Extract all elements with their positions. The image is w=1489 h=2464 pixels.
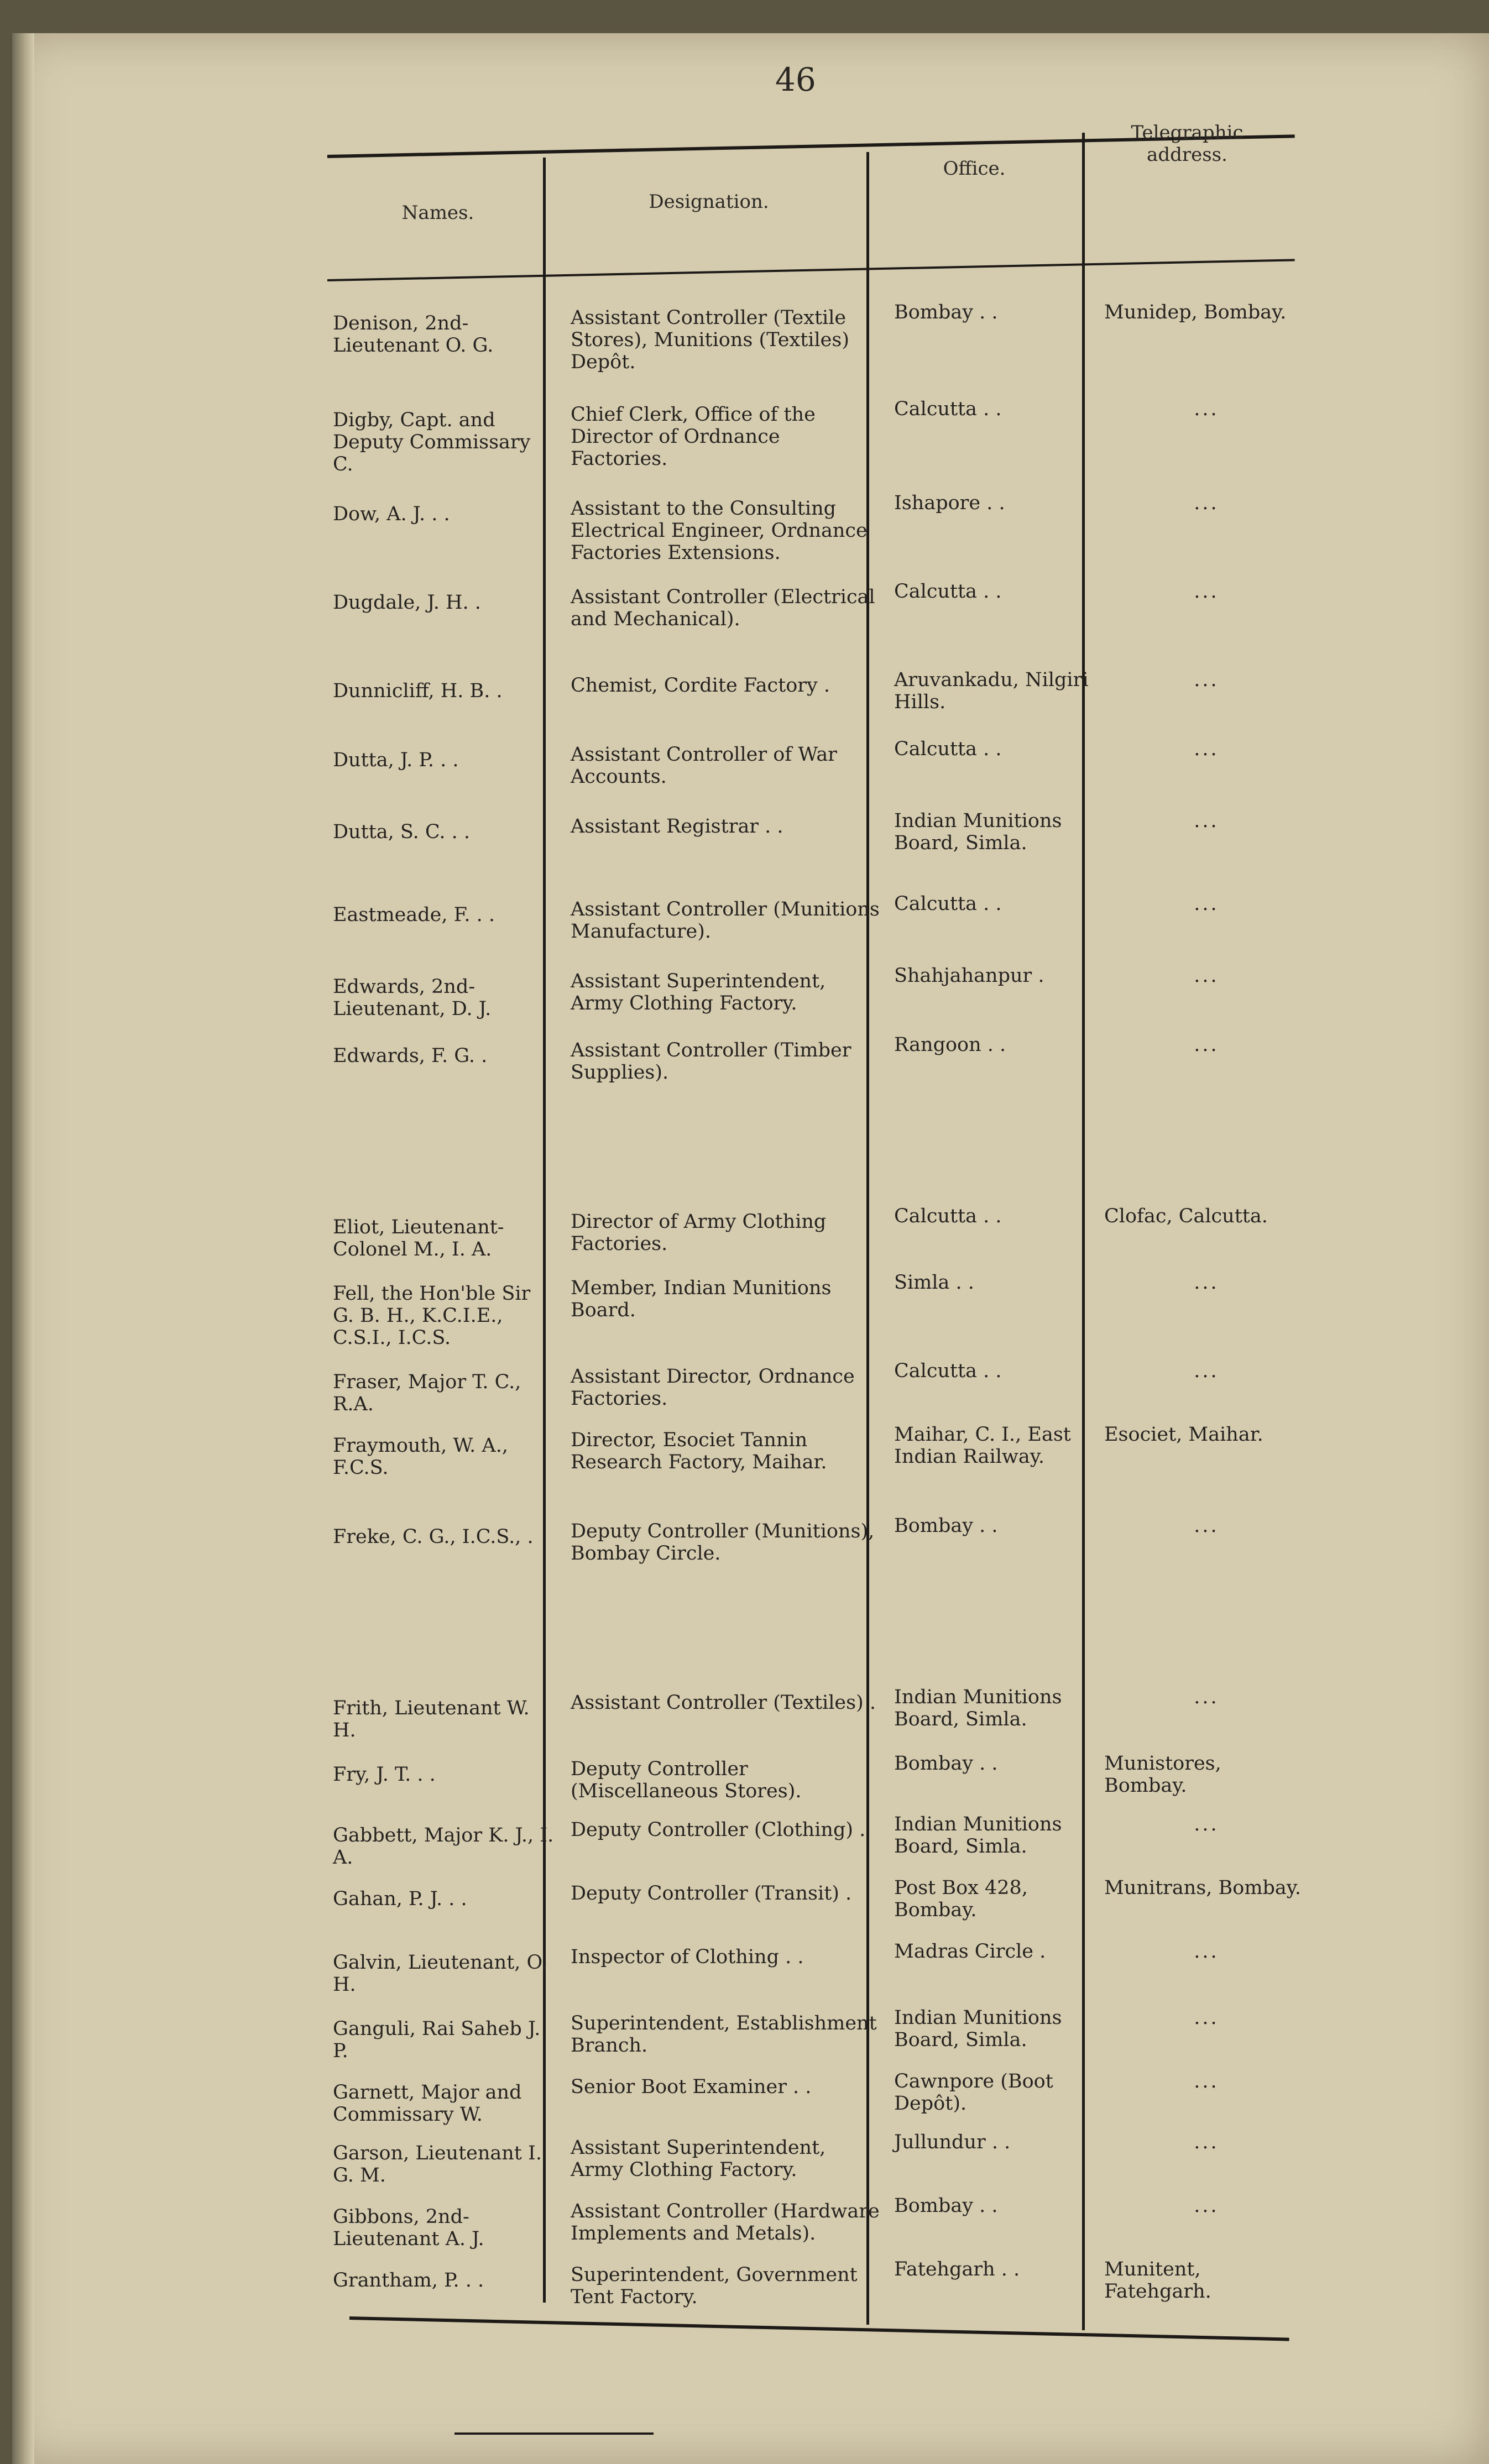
entry-name: Dow, A. J. . . (333, 503, 450, 525)
entry-name: Dunnicliff, H. B. . (333, 680, 503, 702)
entry-telegraphic-address: ... (1194, 1272, 1219, 1294)
entry-designation: Assistant Superintendent, Army Clothing Factory. (571, 970, 826, 1014)
entry-telegraphic-address: ... (1194, 1686, 1219, 1708)
entry-office: Fatehgarh . . (894, 2258, 1020, 2280)
entry-designation: Assistant Controller (Textiles) . (571, 1692, 876, 1714)
entry-designation: Assistant Controller (Hardware Implements and Metals). (571, 2200, 880, 2245)
entry-office: Bombay . . (894, 301, 998, 323)
entry-telegraphic-address: ... (1194, 1360, 1219, 1382)
entry-designation: Director, Esociet Tannin Research Factory, Maihar. (571, 1429, 827, 1473)
entry-name: Dutta, S. C. . . (333, 821, 470, 843)
page-number: 46 (775, 61, 816, 98)
entry-name: Grantham, P. . . (333, 2269, 484, 2292)
entry-designation: Director of Army Clothing Factories. (571, 1211, 827, 1255)
entry-office: Post Box 428, Bombay. (894, 1877, 1028, 1921)
entry-office: Calcutta . . (894, 1360, 1002, 1382)
entry-office: Jullundur . . (894, 2131, 1011, 2153)
entry-name: Eastmeade, F. . . (333, 904, 495, 926)
ledger-page (12, 33, 1489, 2464)
entry-office: Bombay . . (894, 1515, 998, 1537)
entry-name: Gibbons, 2nd-Lieutenant A. J. (333, 2206, 484, 2250)
entry-office: Calcutta . . (894, 398, 1002, 420)
entry-telegraphic-address: ... (1194, 893, 1219, 915)
entry-office: Indian Munitions Board, Simla. (894, 810, 1062, 854)
entry-designation: Assistant Controller (Timber Supplies). (571, 1039, 851, 1084)
entry-name: Eliot, Lieutenant-Colonel M., I. A. (333, 1216, 504, 1260)
entry-telegraphic-address: Clofac, Calcutta. (1104, 1205, 1268, 1227)
entry-designation: Deputy Controller (Munitions), Bombay Circle. (571, 1520, 875, 1565)
entry-office: Calcutta . . (894, 1205, 1002, 1227)
entry-designation: Assistant Registrar . . (571, 815, 783, 838)
entry-office: Indian Munitions Board, Simla. (894, 2007, 1062, 2051)
entry-name: Fraser, Major T. C., R.A. (333, 1371, 521, 1415)
entry-name: Fraymouth, W. A., F.C.S. (333, 1435, 508, 1479)
entry-designation: Assistant Superintendent, Army Clothing Factory. (571, 2137, 826, 2181)
entry-office: Calcutta . . (894, 580, 1002, 603)
entry-designation: Assistant Director, Ordnance Factories. (571, 1366, 855, 1410)
entry-office: Indian Munitions Board, Simla. (894, 1686, 1062, 1730)
entry-name: Frith, Lieutenant W. H. (333, 1697, 530, 1741)
entry-name: Edwards, 2nd-Lieutenant, D. J. (333, 976, 492, 1020)
entry-office: Bombay . . (894, 1752, 998, 1775)
entry-designation: Deputy Controller (Clothing) . (571, 1819, 866, 1841)
entry-designation: Assistant Controller (Munitions Manufacture). (571, 898, 880, 943)
entry-telegraphic-address: Munitrans, Bombay. (1104, 1877, 1302, 1899)
entry-telegraphic-address: ... (1194, 2070, 1219, 2092)
page-binding-edge (12, 33, 34, 2464)
entry-telegraphic-address: ... (1194, 810, 1219, 832)
entry-telegraphic-address: ... (1194, 669, 1219, 691)
entry-office: Madras Circle . (894, 1940, 1046, 1963)
entry-name: Edwards, F. G. . (333, 1045, 488, 1067)
entry-name: Dutta, J. P. . . (333, 749, 459, 771)
entry-telegraphic-address: ... (1194, 965, 1219, 987)
entry-telegraphic-address: ... (1194, 1813, 1219, 1835)
footer-rule (454, 2432, 654, 2435)
entry-name: Digby, Capt. and Deputy Commissary C. (333, 409, 531, 475)
entry-office: Maihar, C. I., East Indian Railway. (894, 1424, 1071, 1468)
entry-telegraphic-address: ... (1194, 398, 1219, 420)
entry-office: Ishapore . . (894, 492, 1005, 514)
entry-designation: Chief Clerk, Office of the Director of Ordnance Factories. (571, 404, 816, 470)
entry-office: Shahjahanpur . (894, 965, 1044, 987)
header-names: Names. (401, 202, 474, 224)
entry-designation: Assistant Controller (Electrical and Mechanical). (571, 586, 875, 630)
entry-designation: Assistant Controller (Textile Stores), Munitions (Textiles) Depôt. (571, 307, 850, 373)
entry-telegraphic-address: ... (1194, 1034, 1219, 1056)
entry-telegraphic-address: Munitent, Fatehgarh. (1104, 2258, 1211, 2303)
entry-office: Aruvankadu, Nilgiri Hills. (894, 669, 1089, 713)
entry-telegraphic-address: ... (1194, 2131, 1219, 2153)
entry-telegraphic-address: Munidep, Bombay. (1104, 301, 1287, 323)
entry-name: Denison, 2nd-Lieutenant O. G. (333, 312, 494, 357)
entry-office: Indian Munitions Board, Simla. (894, 1813, 1062, 1858)
entry-name: Fell, the Hon'ble Sir G. B. H., K.C.I.E., C.S.I., I.C.S. (333, 1283, 531, 1349)
entry-telegraphic-address: Munistores, Bombay. (1104, 1752, 1221, 1797)
table-bottom-rule (349, 2316, 1289, 2341)
entry-designation: Inspector of Clothing . . (571, 1946, 804, 1968)
entry-name: Freke, C. G., I.C.S., . (333, 1526, 534, 1548)
entry-telegraphic-address: Esociet, Maihar. (1104, 1424, 1263, 1446)
entry-designation: Senior Boot Examiner . . (571, 2076, 812, 2098)
entry-name: Fry, J. T. . . (333, 1764, 436, 1786)
entry-designation: Assistant to the Consulting Electrical Engineer, Ordnance Factories Extensions. (571, 498, 868, 564)
entry-telegraphic-address: ... (1194, 2007, 1219, 2029)
entry-telegraphic-address: ... (1194, 2195, 1219, 2217)
entry-designation: Deputy Controller (Transit) . (571, 1882, 852, 1905)
entry-name: Galvin, Lieutenant, O. H. (333, 1952, 548, 1996)
entry-name: Garson, Lieutenant I. G. M. (333, 2142, 542, 2186)
entry-telegraphic-address: ... (1194, 1515, 1219, 1537)
header-telegraphic: Telegraphic address. (1131, 122, 1244, 166)
entry-designation: Chemist, Cordite Factory . (571, 674, 830, 697)
entry-office: Rangoon . . (894, 1034, 1006, 1056)
entry-name: Gabbett, Major K. J., I. A. (333, 1824, 554, 1869)
entry-office: Calcutta . . (894, 738, 1002, 760)
entry-designation: Deputy Controller (Miscellaneous Stores). (571, 1758, 802, 1802)
column-divider-3 (1082, 133, 1085, 2330)
entry-name: Ganguli, Rai Saheb J. P. (333, 2018, 541, 2062)
entry-office: Bombay . . (894, 2195, 998, 2217)
entry-name: Gahan, P. J. . . (333, 1888, 467, 1910)
entry-name: Dugdale, J. H. . (333, 592, 481, 614)
entry-telegraphic-address: ... (1194, 1940, 1219, 1963)
entry-designation: Member, Indian Munitions Board. (571, 1277, 832, 1321)
entry-telegraphic-address: ... (1194, 738, 1219, 760)
entry-office: Simla . . (894, 1272, 974, 1294)
header-bottom-rule (327, 259, 1295, 281)
entry-telegraphic-address: ... (1194, 580, 1219, 603)
entry-office: Cawnpore (Boot Depôt). (894, 2070, 1053, 2115)
entry-name: Garnett, Major and Commissary W. (333, 2081, 522, 2126)
entry-designation: Superintendent, Establishment Branch. (571, 2012, 877, 2057)
entry-designation: Assistant Controller of War Accounts. (571, 744, 837, 788)
header-designation: Designation. (649, 191, 769, 213)
entry-office: Calcutta . . (894, 893, 1002, 915)
header-office: Office. (943, 158, 1006, 180)
entry-telegraphic-address: ... (1194, 492, 1219, 514)
entry-designation: Superintendent, Government Tent Factory. (571, 2264, 858, 2308)
